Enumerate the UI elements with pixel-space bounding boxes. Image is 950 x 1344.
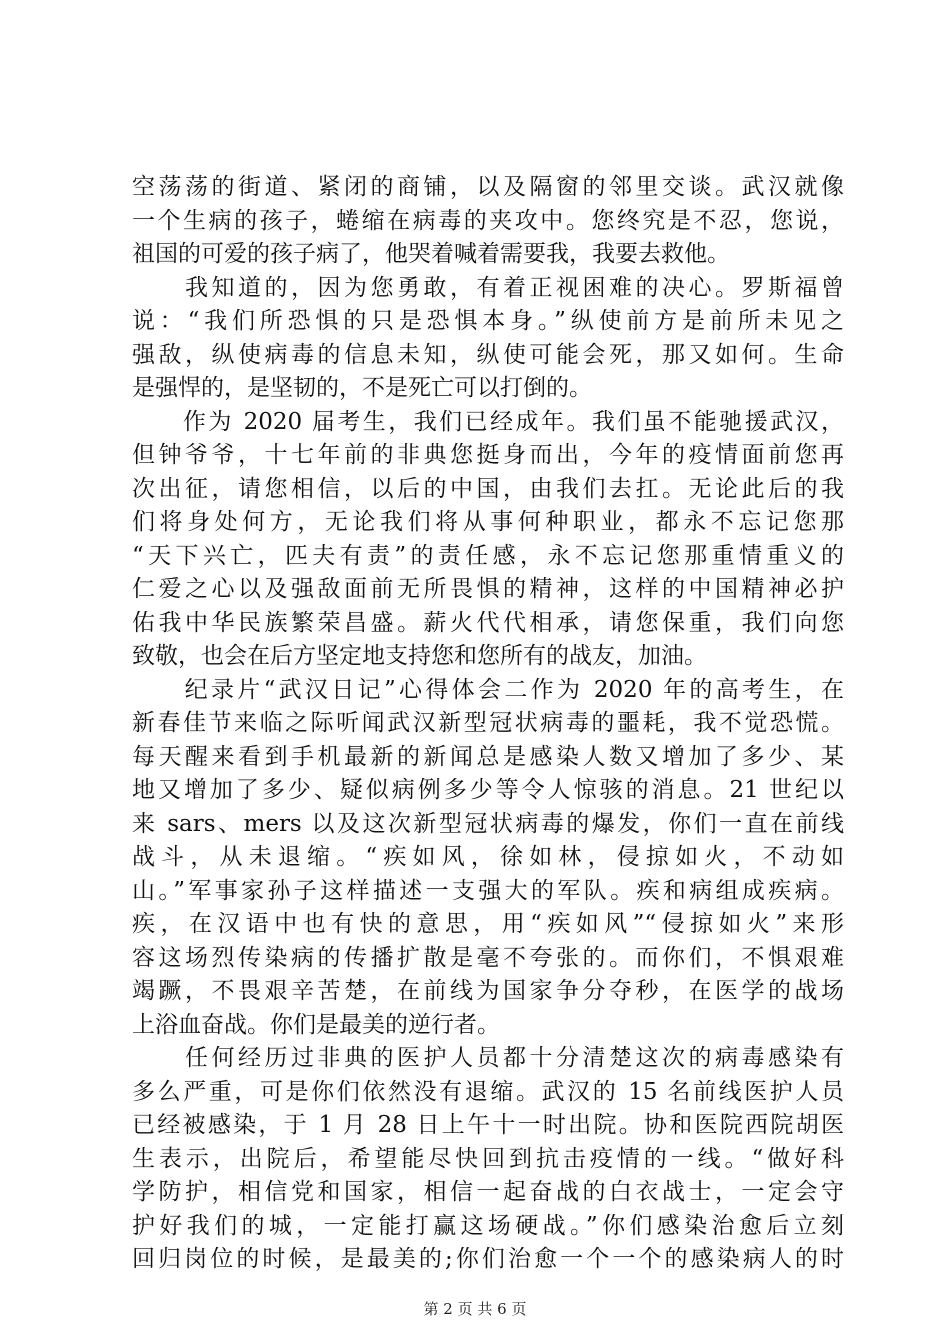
text-line: 作为 2020 届考生，我们已经成年。我们虽不能驰援武汉，: [132, 408, 844, 435]
text-line: 每天醒来看到手机最新的新闻总是感染人数又增加了多少、某: [132, 743, 844, 770]
text-line: 新春佳节来临之际听闻武汉新型冠状病毒的噩耗，我不觉恐慌。: [132, 710, 844, 736]
text-line: 战斗，从未退缩。“疾如风，徐如林，侵掠如火，不动如: [132, 844, 844, 870]
text-line: 我知道的，因为您勇敢，有着正视困难的决心。罗斯福曾: [132, 274, 844, 301]
text-line: 一个生病的孩子，蜷缩在病毒的夹攻中。您终究是不忍，您说，: [132, 207, 844, 234]
text-line: 们将身处何方，无论我们将从事何种职业，都永不忘记您那: [132, 509, 844, 535]
body-text: [132, 171, 844, 1277]
text-line: 是强悍的，是坚韧的，不是死亡可以打倒的。: [132, 375, 592, 401]
text-line: 回归岗位的时候，是最美的;你们治愈一个一个的感染病人的时: [132, 1246, 844, 1272]
text-line: 空荡荡的街道、紧闭的商铺，以及隔窗的邻里交谈。武汉就像: [132, 174, 844, 200]
text-line: 山。”军事家孙子这样描述一支强大的军队。疾和病组成疾病。: [132, 877, 844, 904]
text-line: 祖国的可爱的孩子病了，他哭着喊着需要我，我要去救他。: [132, 241, 730, 267]
text-line: 护好我们的城，一定能打赢这场硬战。”你们感染治愈后立刻: [132, 1212, 844, 1239]
text-line: 但钟爷爷，十七年前的非典您挺身而出，今年的疫情面前您再: [132, 442, 844, 468]
text-line: 说：“我们所恐惧的只是恐惧本身。”纵使前方是前所未见之: [132, 308, 844, 334]
text-line: 致敬，也会在后方坚定地支持您和您所有的战友，加油。: [132, 643, 707, 669]
text-line: 次出征，请您相信，以后的中国，由我们去扛。无论此后的我: [132, 475, 844, 502]
text-line: 佑我中华民族繁荣昌盛。薪火代代相承，请您保重，我们向您: [132, 609, 844, 636]
text-line: 地又增加了多少、疑似病例多少等令人惊骇的消息。21 世纪以: [132, 777, 844, 803]
text-line: 仁爱之心以及强敌面前无所畏惧的精神，这样的中国精神必护: [132, 576, 844, 602]
text-line: 容这场烈传染病的传播扩散是毫不夸张的。而你们，不惧艰难: [132, 944, 844, 971]
text-line: 上浴血奋战。你们是最美的逆行者。: [132, 1011, 500, 1038]
text-line: “天下兴亡，匹夫有责”的责任感，永不忘记您那重情重义的: [132, 542, 844, 569]
text-line: 多么严重，可是你们依然没有退缩。武汉的 15 名前线医护人员: [132, 1078, 844, 1105]
text-line: 疾，在汉语中也有快的意思，用“疾如风”“侵掠如火”来形: [132, 911, 844, 937]
text-line: 已经被感染，于 1 月 28 日上午十一时出院。协和医院西院胡医: [132, 1112, 844, 1138]
text-line: 任何经历过非典的医护人员都十分清楚这次的病毒感染有: [132, 1045, 844, 1071]
text-line: 生表示，出院后，希望能尽快回到抗击疫情的一线。“做好科: [132, 1145, 844, 1172]
text-line: 竭蹶，不畏艰辛苦楚，在前线为国家争分夺秒，在医学的战场: [132, 978, 844, 1004]
text-line: 学防护，相信党和国家，相信一起奋战的白衣战士，一定会守: [132, 1179, 844, 1205]
text-line: 强敌，纵使病毒的信息未知，纵使可能会死，那又如何。生命: [132, 341, 844, 368]
page-number: 第 2 页 共 6 页: [423, 1300, 527, 1318]
text-line: 纪录片“武汉日记”心得体会二作为 2020 年的高考生，在: [132, 676, 844, 703]
text-line: 来 sars、mers 以及这次新型冠状病毒的爆发，你们一直在前线: [132, 810, 844, 837]
